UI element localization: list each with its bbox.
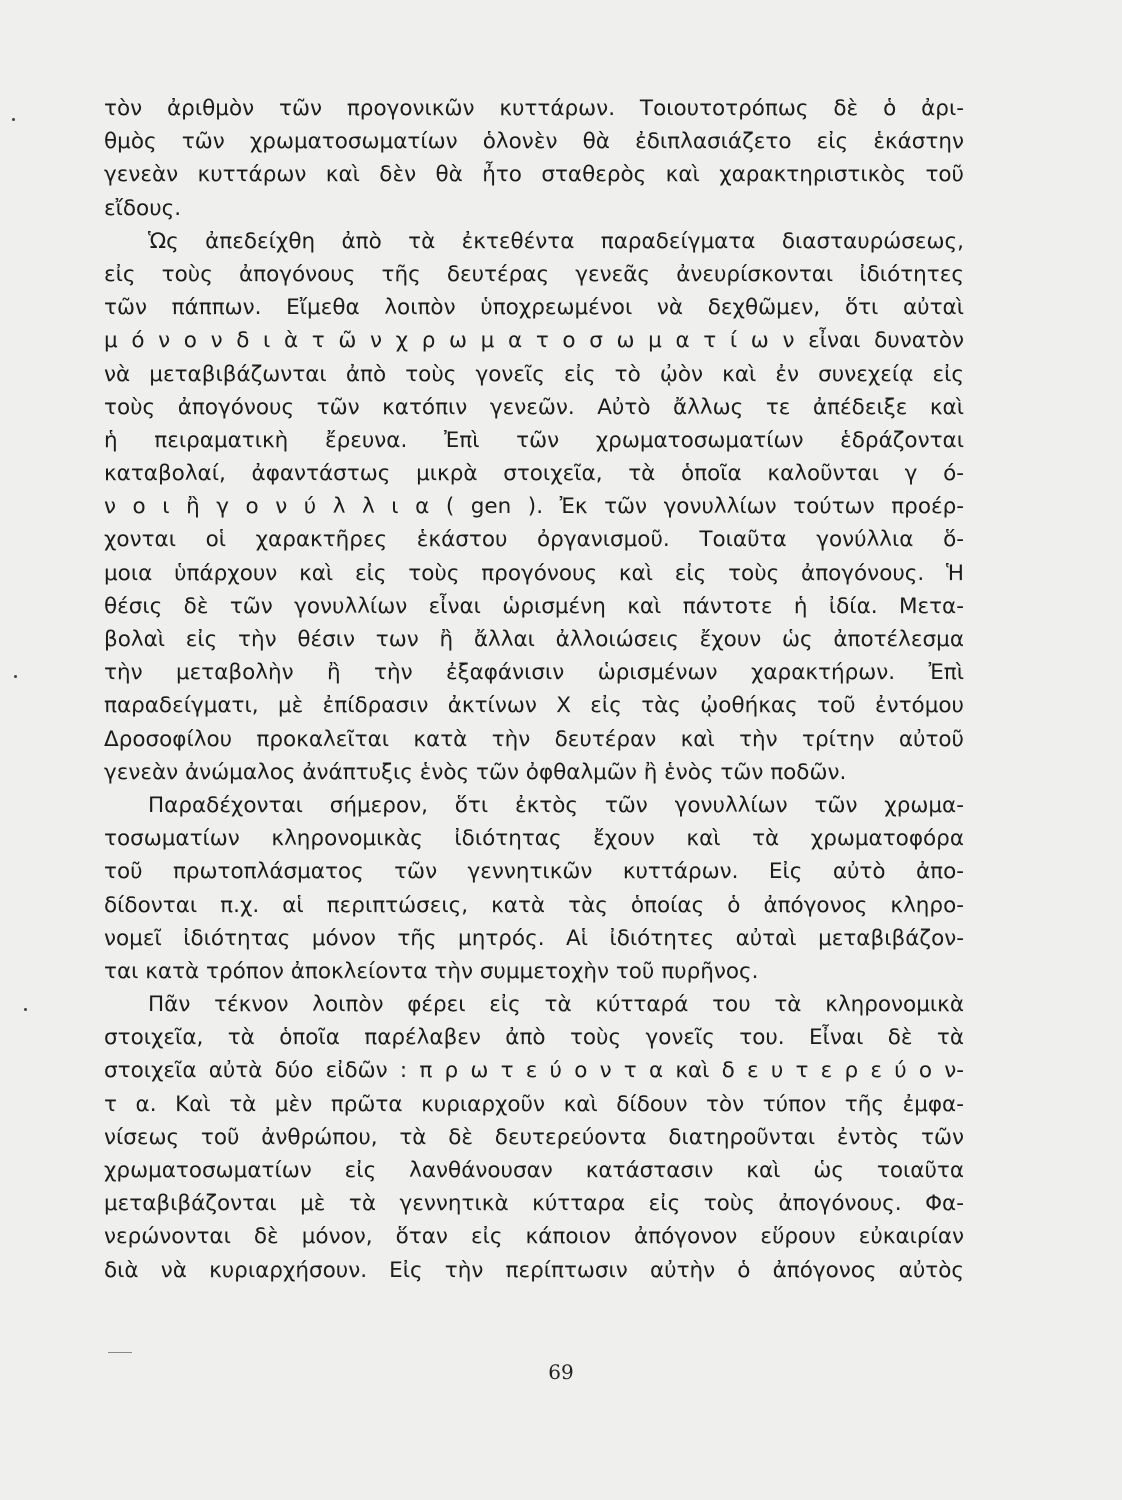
text-line: ν ο ι ἢ γ ο ν ύ λ λ ι α ( gen ). Ἐκ τῶν γονυλλίων τούτων προέρ- — [104, 494, 964, 520]
scan-speck — [24, 1008, 27, 1011]
page-number: 69 — [548, 1360, 574, 1384]
text-line: θέσις δὲ τῶν γονυλλίων εἶναι ὡρισμένη καὶ πάντοτε ἡ ἰδία. Μετα- — [104, 593, 964, 619]
text-line: μεταβιβάζονται μὲ τὰ γεννητικὰ κύτταρα εἰς τοὺς ἀπογόνους. Φα- — [104, 1191, 964, 1217]
text-line: νὰ μεταβιβάζωνται ἀπὸ τοὺς γονεῖς εἰς τὸ ᾠὸν καὶ ἐν συνεχείᾳ εἰς — [104, 361, 964, 387]
scan-speck — [12, 118, 15, 121]
paragraph-start-line: Ὡς ἀπεδείχθη ἀπὸ τὰ ἐκτεθέντα παραδείγματα διασταυρώσεως, — [148, 228, 964, 254]
body-text — [104, 92, 964, 1287]
text-line: εἰς τοὺς ἀπογόνους τῆς δευτέρας γενεᾶς ἀνευρίσκονται ἰδιότητες — [104, 261, 964, 287]
text-line: καταβολαί, ἀφαντάστως μικρὰ στοιχεῖα, τὰ ὁποῖα καλοῦνται γ ό- — [104, 461, 964, 487]
text-line: τοσωματίων κληρονομικὰς ἰδιότητας ἔχουν καὶ τὰ χρωματοφόρα — [104, 826, 964, 852]
text-line: τὸν ἀριθμὸν τῶν προγονικῶν κυττάρων. Τοιουτοτρόπως δὲ ὁ ἀρι- — [104, 96, 964, 121]
paragraph-start-line: Πᾶν τέκνον λοιπὸν φέρει εἰς τὰ κύτταρά του τὰ κληρονομικὰ — [148, 992, 964, 1018]
text-line: διὰ νὰ κυριαρχήσουν. Εἰς τὴν περίπτωσιν αὐτὴν ὁ ἀπόγονος αὐτὸς — [104, 1257, 964, 1283]
text-line: τοὺς ἀπογόνους τῶν κατόπιν γενεῶν. Αὐτὸ ἄλλως τε ἀπέδειξε καὶ — [104, 394, 964, 420]
text-line: εἴδους. — [104, 195, 182, 221]
text-line: γενεὰν κυττάρων καὶ δὲν θὰ ἦτο σταθερὸς καὶ χαρακτηριστικὸς τοῦ — [104, 162, 964, 188]
text-line: Δροσοφίλου προκαλεῖται κατὰ τὴν δευτέραν καὶ τὴν τρίτην αὐτοῦ — [104, 726, 964, 752]
text-line: τ α. Καὶ τὰ μὲν πρῶτα κυριαρχοῦν καὶ δίδουν τὸν τύπον τῆς ἐμφα- — [104, 1091, 964, 1117]
text-line: μ ό ν ο ν δ ι ὰ τ ῶ ν χ ρ ω μ α τ ο σ ω μ α τ ί ω ν εἶναι δυνατὸν — [104, 328, 964, 354]
text-line: θμὸς τῶν χρωματοσωματίων ὁλονὲν θὰ ἐδιπλασιάζετο εἰς ἑκάστην — [104, 129, 964, 155]
text-line: χονται οἱ χαρακτῆρες ἑκάστου ὀργανισμοῦ. Τοιαῦτα γονύλλια ὅ- — [104, 527, 964, 553]
text-line: νερώνονται δὲ μόνον, ὅταν εἰς κάποιον ἀπόγονον εὕρουν εὐκαιρίαν — [104, 1224, 964, 1250]
paragraph-start-line: Παραδέχονται σήμερον, ὅτι ἐκτὸς τῶν γονυλλίων τῶν χρωμα- — [148, 792, 964, 818]
scan-speck — [14, 675, 17, 678]
text-line: ται κατὰ τρόπον ἀποκλείοντα τὴν συμμετοχὴν τοῦ πυρῆνος. — [104, 958, 759, 984]
text-line: δίδονται π.χ. αἱ περιπτώσεις, κατὰ τὰς ὁποίας ὁ ἀπόγονος κληρο- — [104, 892, 964, 918]
text-line: τὴν μεταβολὴν ἢ τὴν ἐξαφάνισιν ὡρισμένων χαρακτήρων. Ἐπὶ — [104, 660, 964, 686]
text-line: χρωματοσωματίων εἰς λανθάνουσαν κατάστασιν καὶ ὡς τοιαῦτα — [104, 1158, 964, 1183]
text-line: ἡ πειραματικὴ ἔρευνα. Ἐπὶ τῶν χρωματοσωματίων ἑδράζονται — [104, 427, 964, 453]
text-line: τοῦ πρωτοπλάσματος τῶν γεννητικῶν κυττάρων. Εἰς αὐτὸ ἀπο- — [104, 859, 964, 885]
text-line: μοια ὑπάρχουν καὶ εἰς τοὺς προγόνους καὶ εἰς τοὺς ἀπογόνους. Ἡ — [104, 560, 964, 586]
text-line: γενεὰν ἀνώμαλος ἀνάπτυξις ἑνὸς τῶν ὀφθαλμῶν ἢ ἑνὸς τῶν ποδῶν. — [104, 759, 847, 785]
text-line: νομεῖ ἰδιότητας μόνον τῆς μητρός. Αἱ ἰδιότητες αὐταὶ μεταβιβάζον- — [104, 925, 964, 951]
text-line: βολαὶ εἰς τὴν θέσιν των ἢ ἄλλαι ἀλλοιώσεις ἔχουν ὡς ἀποτέλεσμα — [104, 627, 964, 652]
text-line: παραδείγματι, μὲ ἐπίδρασιν ἀκτίνων Χ εἰς τὰς ᾠοθήκας τοῦ ἐντόμου — [104, 693, 964, 719]
text-line: νίσεως τοῦ ἀνθρώπου, τὰ δὲ δευτερεύοντα διατηροῦνται ἐντὸς τῶν — [104, 1124, 964, 1150]
margin-rule — [108, 1352, 132, 1353]
text-line: στοιχεῖα αὐτὰ δύο εἰδῶν : π ρ ω τ ε ύ ο ν τ α καὶ δ ε υ τ ε ρ ε ύ ο ν- — [104, 1058, 964, 1084]
text-line: τῶν πάππων. Εἴμεθα λοιπὸν ὑποχρεωμένοι νὰ δεχθῶμεν, ὅτι αὐταὶ — [104, 295, 964, 321]
text-line: στοιχεῖα, τὰ ὁποῖα παρέλαβεν ἀπὸ τοὺς γονεῖς του. Εἶναι δὲ τὰ — [104, 1025, 964, 1051]
